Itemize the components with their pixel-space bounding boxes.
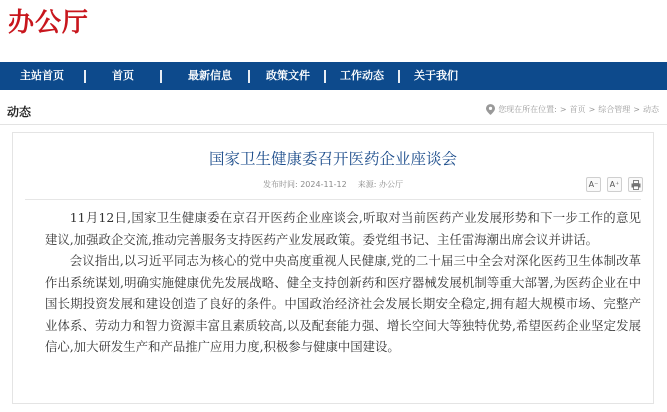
nav-separator <box>398 70 400 83</box>
nav-item-work-news[interactable]: 工作动态 <box>340 69 384 82</box>
publish-label: 发布时间: <box>262 180 298 189</box>
nav-item-policy[interactable]: 政策文件 <box>266 69 310 82</box>
article-meta <box>13 179 653 190</box>
nav-separator <box>248 70 250 83</box>
breadcrumb-separator: > <box>633 105 640 114</box>
article-divider <box>25 199 641 200</box>
breadcrumb-item-management[interactable]: 综合管理 <box>598 105 631 114</box>
nav-item-home[interactable]: 首页 <box>112 69 134 82</box>
section-title: 动态 <box>7 105 32 119</box>
nav-item-latest[interactable]: 最新信息 <box>188 69 232 82</box>
location-pin-icon <box>486 104 495 115</box>
section-header <box>0 98 667 125</box>
breadcrumb-item-current[interactable]: 动态 <box>643 105 659 114</box>
nav-separator <box>160 70 162 83</box>
publish-date: 2024-11-12 <box>300 180 347 189</box>
article-paragraph: 11月12日,国家卫生健康委在京召开医药企业座谈会,听取对当前医药产业发展形势和下一步工作的意见建议,加强政企交流,推动完善服务支持医药产业发展政策。委党组书记、主任雷海潮出席会议并讲话。 <box>45 210 641 247</box>
breadcrumb-prefix: 您现在所在位置: <box>498 105 557 114</box>
breadcrumb <box>486 104 659 115</box>
source-value: 办公厅 <box>379 180 404 189</box>
breadcrumb-separator: > <box>588 105 596 114</box>
main-nav <box>0 62 667 90</box>
article-body <box>45 207 641 358</box>
breadcrumb-separator: > <box>559 105 567 114</box>
font-increase-button[interactable]: A⁺ <box>607 177 622 192</box>
breadcrumb-item-home[interactable]: 首页 <box>569 105 586 114</box>
font-decrease-button[interactable]: A⁻ <box>586 177 601 192</box>
nav-item-about[interactable]: 关于我们 <box>414 69 458 82</box>
article-panel <box>12 132 654 404</box>
site-logo[interactable]: 办公厅 <box>8 8 90 38</box>
nav-item-main-home[interactable]: 主站首页 <box>20 69 64 82</box>
article-tools <box>586 177 643 192</box>
nav-separator <box>84 70 86 83</box>
article-paragraph: 会议指出,以习近平同志为核心的党中央高度重视人民健康,党的二十届三中全会对深化医药卫生体制改革作出系统谋划,明确实施健康优先发展战略、健全支持创新药和医疗器械发展机制等重大部署,为医药企业在中国长期投资发展和建设创造了良好的条件。中国政治经济社会发展长期安全稳定,拥有超大规模市场、完整产业体系、劳动力和智力资源丰富且素质较高,以及配套能力强、增长空间大等独特优势,希望医药企业坚定发展信心,加大研发生产和产品推广应用力度,积极参与健康中国建设。 <box>45 253 641 354</box>
print-icon <box>631 180 641 190</box>
nav-separator <box>324 70 326 83</box>
print-button[interactable] <box>628 177 643 192</box>
source-label: 来源: <box>357 180 377 189</box>
article-title: 国家卫生健康委召开医药企业座谈会 <box>208 150 457 168</box>
